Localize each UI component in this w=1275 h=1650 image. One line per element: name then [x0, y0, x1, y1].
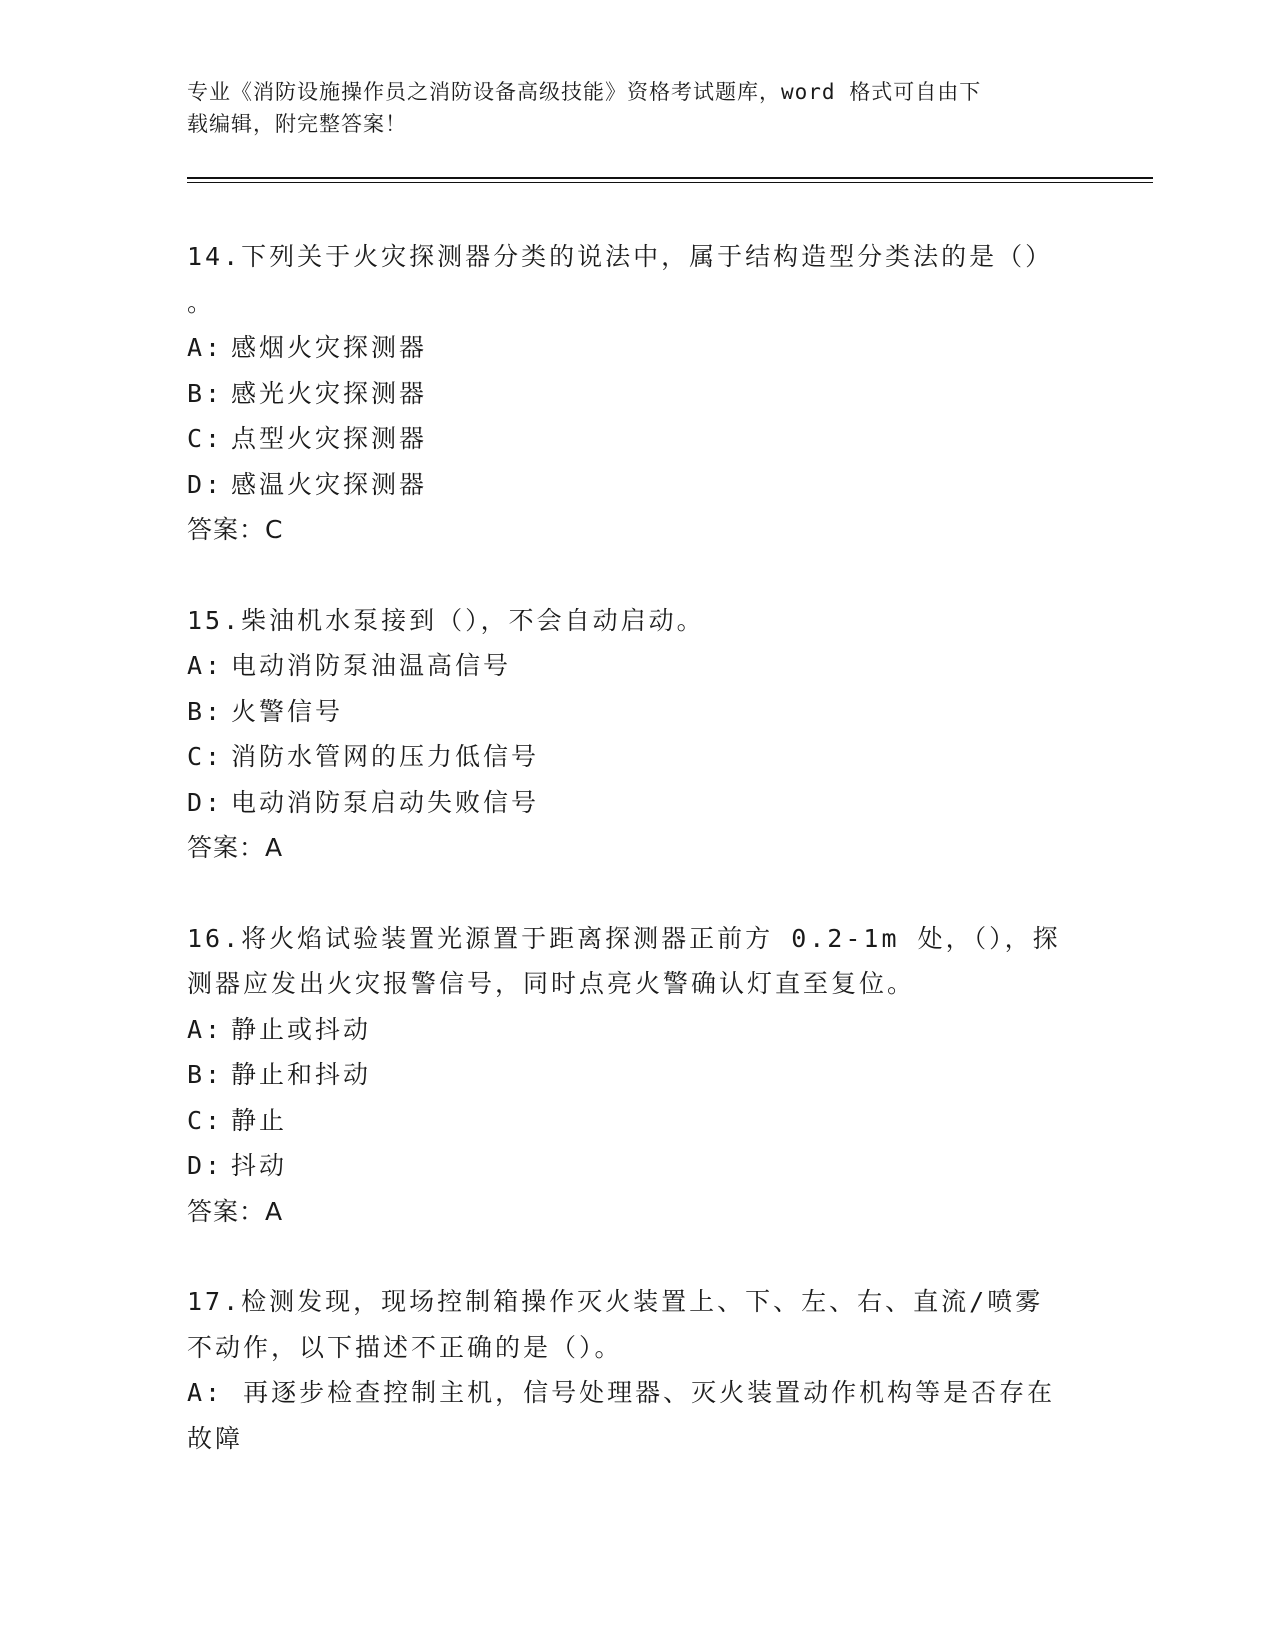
option-text: 静止和抖动: [231, 1060, 372, 1089]
question-stem: 16.将火焰试验装置光源置于距离探测器正前方 0.2-1m 处，（），探: [187, 923, 1061, 953]
option-c: [187, 734, 1067, 780]
option-label: D:: [187, 787, 224, 817]
option-b: [187, 689, 1067, 735]
option-text: 抖动: [231, 1151, 288, 1180]
option-a: [187, 1370, 1067, 1416]
question-stem-continued: 。: [187, 287, 216, 317]
option-label: D:: [187, 469, 224, 499]
question-stem-continued: 不动作，以下描述不正确的是（）。: [187, 1332, 623, 1362]
option-d: [187, 1143, 1067, 1189]
answer-line: 答案：A: [187, 833, 284, 862]
option-text: 电动消防泵油温高信号: [231, 651, 512, 680]
option-text: 感温火灾探测器: [231, 469, 428, 499]
option-text: 再逐步检查控制主机，信号处理器、灭火装置动作机构等是否存在: [243, 1378, 1056, 1407]
question-15: [187, 598, 1067, 871]
question-17: [187, 1279, 1067, 1461]
question-stem: 17.检测发现，现场控制箱操作灭火装置上、下、左、右、直流/喷雾: [187, 1287, 1044, 1316]
answer-line: 答案：C: [187, 515, 284, 544]
option-text: 感烟火灾探测器: [231, 333, 428, 362]
option-text: 电动消防泵启动失败信号: [231, 787, 540, 817]
option-c: [187, 1098, 1067, 1144]
option-d: [187, 780, 1067, 826]
question-list: [187, 234, 1067, 1461]
option-text: 火警信号: [231, 696, 344, 726]
option-label: B:: [187, 1060, 224, 1089]
option-text: 消防水管网的压力低信号: [231, 742, 540, 771]
option-label: A:: [187, 333, 224, 362]
answer-line: 答案：A: [187, 1196, 284, 1226]
header-line-2: 载编辑，附完整答案！: [187, 112, 407, 136]
question-stem-continued: 测器应发出火灾报警信号，同时点亮火警确认灯直至复位。: [187, 969, 916, 998]
option-label: B:: [187, 696, 224, 726]
option-label: C:: [187, 424, 224, 453]
option-text: 感光火灾探测器: [231, 378, 428, 408]
option-d: [187, 462, 1067, 508]
option-text: 静止: [231, 1105, 288, 1135]
option-label: D:: [187, 1151, 224, 1180]
option-label: C:: [187, 742, 224, 771]
header-divider-thick: [187, 177, 1153, 179]
header-divider-thin: [187, 182, 1153, 183]
option-b: [187, 371, 1067, 417]
option-b: [187, 1052, 1067, 1098]
option-label: A:: [187, 1378, 224, 1407]
option-a: [187, 325, 1067, 371]
option-label: B:: [187, 378, 224, 408]
question-16: [187, 916, 1067, 1235]
question-stem: 15.柴油机水泵接到（），不会自动启动。: [187, 605, 705, 635]
option-label: A:: [187, 1014, 224, 1044]
option-text: 静止或抖动: [231, 1014, 372, 1044]
document-header: [187, 76, 1067, 140]
option-label: C:: [187, 1105, 224, 1135]
option-a: [187, 1007, 1067, 1053]
option-c: [187, 416, 1067, 462]
option-label: A:: [187, 651, 224, 680]
option-a-continued: 故障: [187, 1423, 244, 1453]
question-stem: 14.下列关于火灾探测器分类的说法中，属于结构造型分类法的是（）: [187, 242, 1054, 271]
option-a: [187, 643, 1067, 689]
option-text: 点型火灾探测器: [231, 424, 428, 453]
question-14: [187, 234, 1067, 553]
header-line-1: 专业《消防设施操作员之消防设备高级技能》资格考试题库，word 格式可自由下: [187, 80, 982, 104]
